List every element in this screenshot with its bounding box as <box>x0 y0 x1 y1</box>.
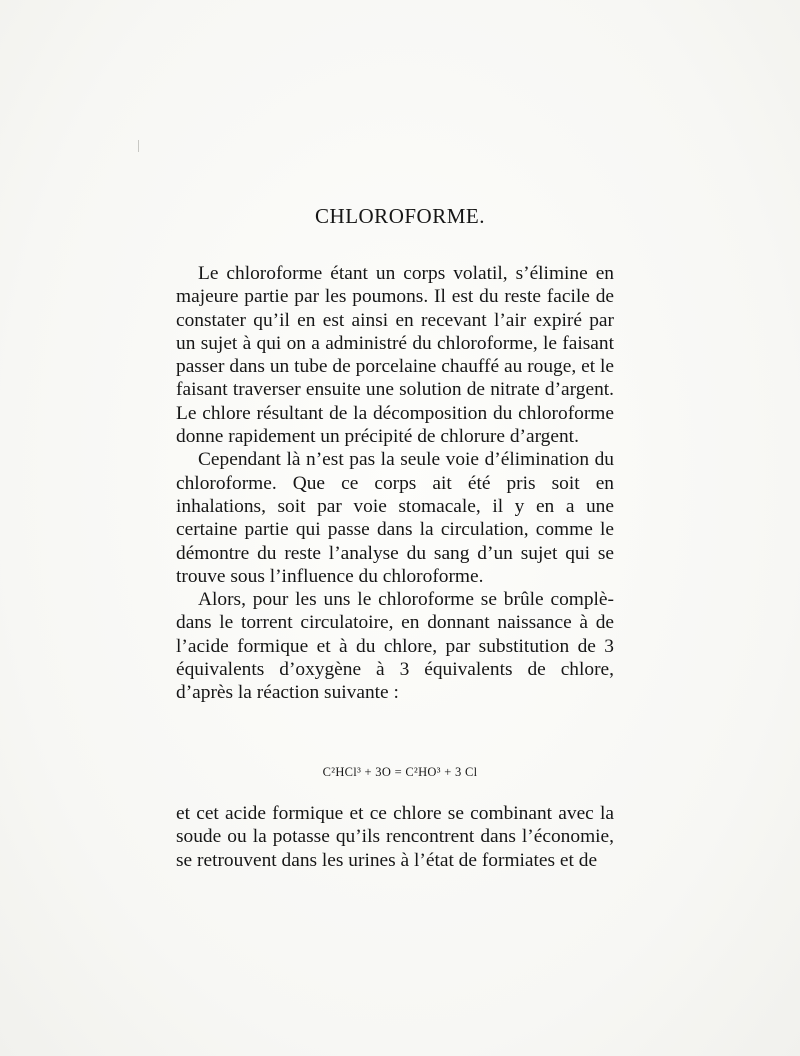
paragraph-4: et cet acide formique et ce chlore se combinant avec la soude ou la potasse qu’ils rencontrent dans l’économie, se retrouvent dans les urines à l’état de formiates et de <box>176 803 614 871</box>
paragraph-2: Cependant là n’est pas la seule voie d’élimination du chloroforme. Que ce corps ait été pris soit en inhalations, soit par voie stomacale, il y en a une certaine partie qui passe dans la circulation, comme le démontre du reste l’analyse du sang d’un sujet qui se trouve sous l’influence du chloroforme. <box>176 449 614 587</box>
margin-mark <box>138 140 139 152</box>
body-text <box>176 262 614 705</box>
page-title: CHLOROFORME. <box>315 204 485 228</box>
paragraph-1: Le chloroforme étant un corps volatil, s’élimine en majeure partie par les poumons. Il est du reste facile de constater qu’il en est ainsi en recevant l’air expiré par un sujet à qui on a administré du chloroforme, le faisant passer dans un tube de porcelaine chauffé au rouge, et le faisant traverser ensuite une solution de nitrate d’argent. Le chlore résultant de la décomposition du chloroforme donne rapidement un précipité de chlorure d’argent. <box>176 263 614 448</box>
paragraph-3: Alors, pour les uns le chloroforme se brûle complè- dans le torrent circulatoire, en donnant naissance à de l’acide formique et à du chlore, par substitution de 3 équivalents d’oxygène à 3 équivalents de chlore, d’après la réaction suivante : <box>176 589 614 704</box>
chemical-formula: C²HCl³ + 3O = C²HO³ + 3 Cl <box>322 765 478 779</box>
